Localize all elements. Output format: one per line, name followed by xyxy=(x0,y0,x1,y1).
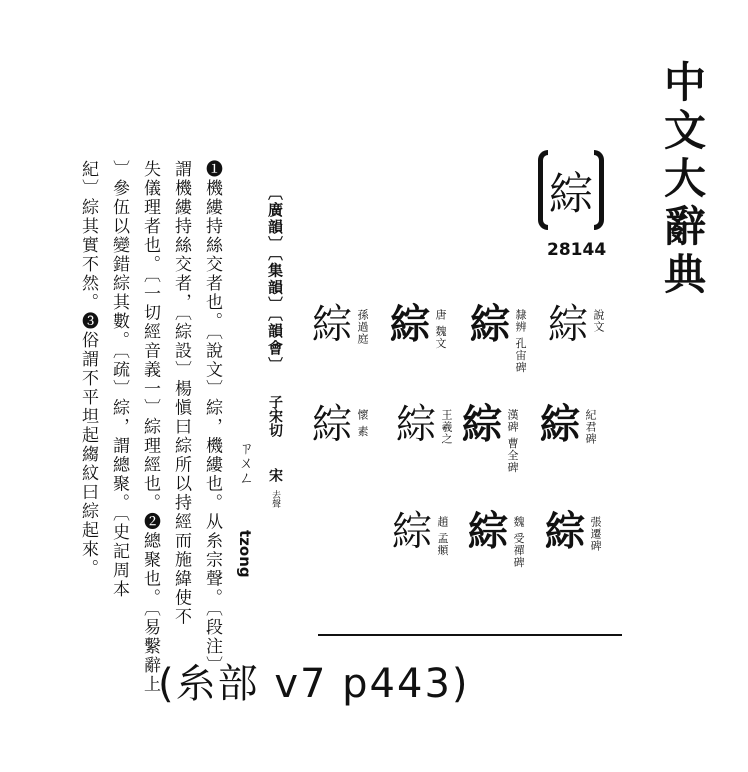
rhyme-sources: 〔廣韻〕〔集韻〕〔韻會〕 xyxy=(266,185,284,374)
script-form-source: 懷 素 xyxy=(356,409,369,438)
headword-box xyxy=(538,150,604,230)
definition-column: ❶機縷持絲交者也。〔說文〕綜，機縷也。从糸宗聲。〔段注〕 xyxy=(202,160,222,675)
definition-column: 謂機縷持絲交者，〔綜設〕楊愼曰綜所以持經而施緯使不 xyxy=(171,160,191,627)
script-form-char: 綜 xyxy=(396,402,436,448)
script-form-source: 孫過庭 xyxy=(356,309,369,345)
script-form-source: 魏 受禪碑 xyxy=(512,516,525,569)
zhuyin: ㄗㄨㄥ xyxy=(237,440,255,485)
entry-number: 28144 xyxy=(547,240,607,260)
pinyin: tzong xyxy=(236,530,254,578)
script-form-char: 綜 xyxy=(470,301,510,348)
rhyme-note: 去聲 xyxy=(270,490,280,508)
rhyme: 宋 xyxy=(267,468,283,482)
script-form-source: 漢碑 曹全碑 xyxy=(506,409,519,474)
handwritten-note: (糸部 v7 p443) xyxy=(158,661,470,707)
script-form-source: 隸辨 孔宙碑 xyxy=(514,309,527,374)
script-form-source: 紀君碑 xyxy=(584,409,597,445)
script-form-char: 綜 xyxy=(462,401,502,448)
definition-column: 紀〕綜其實不然。❸俗謂不平坦起縐紋曰綜起來。 xyxy=(78,160,98,578)
definition-column: 〕參伍以變錯綜其數。〔疏〕綜，謂總聚。〔史記周本 xyxy=(109,160,129,599)
left-bracket xyxy=(538,150,548,230)
script-form-char: 綜 xyxy=(540,401,580,448)
headword: 綜 xyxy=(549,169,593,220)
script-form-source: 趙 孟頫 xyxy=(436,516,449,557)
script-form-char: 綜 xyxy=(312,302,352,348)
right-bracket xyxy=(594,150,604,230)
script-form-char: 綜 xyxy=(390,301,430,348)
script-form-source: 說文 xyxy=(592,309,605,333)
script-form-source: 唐 魏文 xyxy=(434,309,447,350)
script-form-char: 綜 xyxy=(548,302,588,348)
script-form-char: 綜 xyxy=(392,509,432,555)
script-form-source: 張遷碑 xyxy=(589,516,602,552)
fanqie: 子宋切 xyxy=(267,395,283,437)
script-form-char: 綜 xyxy=(312,402,352,448)
dictionary-title: 中文大辭典 xyxy=(658,60,707,300)
script-form-char: 綜 xyxy=(545,508,585,555)
script-form-source: 王羲之 xyxy=(440,409,453,445)
divider-line xyxy=(318,634,622,636)
script-form-char: 綜 xyxy=(468,508,508,555)
definition-column: 失儀理者也。〔一切經音義一〕綜理經也。❷總聚也。〔易繫辭上 xyxy=(140,160,160,694)
